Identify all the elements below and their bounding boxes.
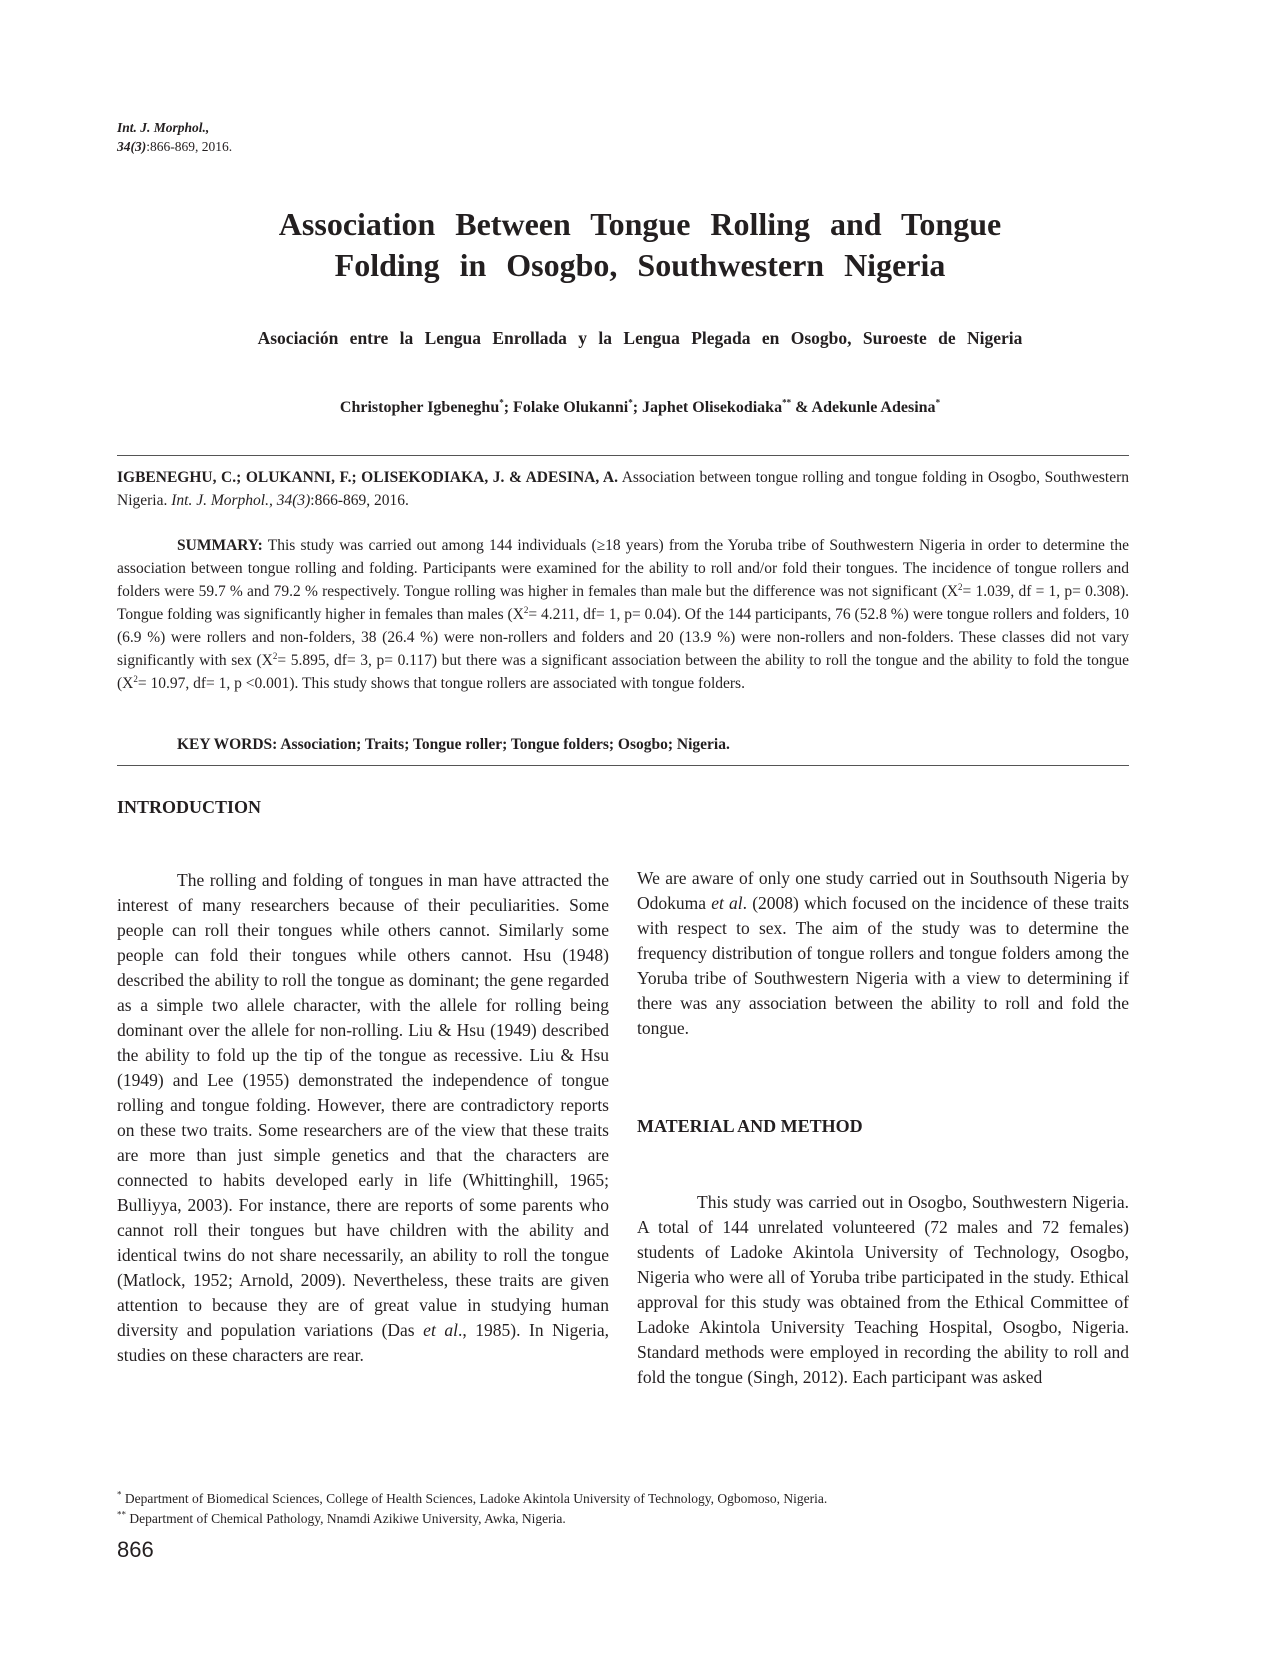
divider-bottom (117, 765, 1129, 766)
author-name: Christopher Igbeneghu (339, 399, 500, 416)
introduction-heading: INTRODUCTION (117, 797, 262, 817)
author-name: Folake Olukanni (513, 399, 629, 416)
page-number: 866 (117, 1537, 154, 1562)
citation-journal: Int. J. Morphol., 34(3) (171, 492, 311, 509)
divider-top (117, 455, 1129, 456)
journal-name: Int. J. Morphol., (117, 120, 210, 135)
citation-authors: IGBENEGHU, C.; OLUKANNI, F.; OLISEKODIAKA, J. & ADESINA, A. (117, 469, 618, 486)
spanish-title: Asociación entre la Lengua Enrollada y la Lengua Plegada en Osogbo, Suroeste de Nigeria (257, 328, 1023, 348)
footnote: ** Department of Chemical Pathology, Nnamdi Azikiwe University, Awka, Nigeria. (117, 1509, 566, 1526)
author-affiliation-mark: ** (782, 397, 792, 408)
author-list: Christopher Igbeneghu*; Folake Olukanni*; Japhet Olisekodiaka** & Adekunle Adesina* (339, 397, 941, 416)
method-heading: MATERIAL AND METHOD (637, 1116, 863, 1136)
introduction-paragraph: The rolling and folding of tongues in man have attracted the interest of many researchers because of their peculiarities. Some people can roll their tongues while others cannot. Similarly some people can fold their tongues while others cannot. Hsu (1948) described the ability to roll the tongue as dominant; the gene regarded as a simple two allele character, with the allele for rolling being dominant over the allele for non-rolling. Liu & Hsu (1949) described the ability to fold up the tip of the tongue as recessive. Liu & Hsu (1949) and Lee (1955) demonstrated the independence of tongue rolling and tongue folding. However, there are contradictory reports on these two traits. Some researchers are of the view that these traits are more than just simple genetics and that the characters are connected to habits developed early in life (Whittinghill, 1965; Bulliyya, 2003). For instance, there are reports of some parents who cannot roll their tongues but have children with the ability and identical twins do not share necessarily, an ability to roll the tongue (Matlock, 1952; Arnold, 2009). Nevertheless, these traits are given attention to because they are of great value in studying human diversity and population variations (Das et al., 1985). In Nigeria, studies on these characters are rear. (117, 870, 609, 1365)
citation: IGBENEGHU, C.; OLUKANNI, F.; OLISEKODIAKA, J. & ADESINA, A. Association between tongue rolling and tongue folding in Osogbo, Southwestern Nigeria. Int. J. Morphol., 34(3):866-869, 2016. (117, 469, 1129, 509)
author-name: Japhet Olisekodiaka (642, 399, 783, 416)
author-affiliation-mark: * (499, 397, 504, 408)
keywords: KEY WORDS: Association; Traits; Tongue roller; Tongue folders; Osogbo; Nigeria. (177, 736, 730, 753)
summary: SUMMARY: This study was carried out among 144 individuals (≥18 years) from the Yoruba tribe of Southwestern Nigeria in order to determine the association between tongue rolling and folding. Participants were examined for the ability to roll and/or fold their tongues. The incidence of tongue rollers and folders were 59.7 % and 79.2 % respectively. Tongue rolling was higher in females than male but the difference was not significant ($X^2= 1.039$, df = 1, p= 0.308). Tongue folding was significantly higher in females than males ($X^2= 4.211$, df= 1, p= 0.04). Of the 144 participants, 76 (52.8 %) were tongue rollers and folders, 10 (6.9 %) were rollers and non-folders, 38 (26.4 %) were non-rollers and folders and 20 (13.9 %) were non-rollers and non-folders. These classes did not vary significantly with sex ($X^2= 5.895$, df= 3, p= 0.117) but there was a significant association between the ability to roll the tongue and the ability to fold the tongue ($X^2= 10.97$, df= 1, p <0.001). This study shows that tongue rollers are associated with tongue folders. (117, 537, 1130, 692)
title-line-1: Association Between Tongue Rolling and Tongue (278, 206, 1002, 242)
aims-paragraph: We are aware of only one study carried out in Southsouth Nigeria by Odokuma et al. (2008) which focused on the incidence of these traits with respect to sex. The aim of the study was to determine the frequency distribution of tongue rollers and tongue folders among the Yoruba tribe of Southwestern Nigeria with a view to determining if there was any association between the ability to roll and fold the tongue. (637, 868, 1130, 1038)
author-name: Adekunle Adesina (811, 399, 936, 416)
author-affiliation-mark: * (935, 397, 941, 408)
title-line-2: Folding in Osogbo, Southwestern Nigeria (334, 247, 946, 283)
footnote: * Department of Biomedical Sciences, College of Health Sciences, Ladoke Akintola University of Technology, Ogbomoso, Nigeria. (117, 1489, 828, 1506)
method-paragraph: This study was carried out in Osogbo, Southwestern Nigeria. A total of 144 unrelated volunteered (72 males and 72 females) students of Ladoke Akintola University of Technology, Osogbo, Nigeria who were all of Yoruba tribe participated in the study. Ethical approval for this study was obtained from the Ethical Committee of Ladoke Akintola University Teaching Hospital, Osogbo, Nigeria. Standard methods were employed in recording the ability to roll and fold the tongue (Singh, 2012). Each participant was asked (637, 1192, 1129, 1387)
journal-volume-pages: 34(3):866-869, 2016. (117, 139, 233, 154)
footnotes (117, 1489, 1129, 1529)
summary-label: SUMMARY: (177, 537, 263, 554)
journal-reference (117, 118, 232, 156)
paper-title (140, 204, 1140, 286)
author-affiliation-mark: * (628, 397, 633, 408)
